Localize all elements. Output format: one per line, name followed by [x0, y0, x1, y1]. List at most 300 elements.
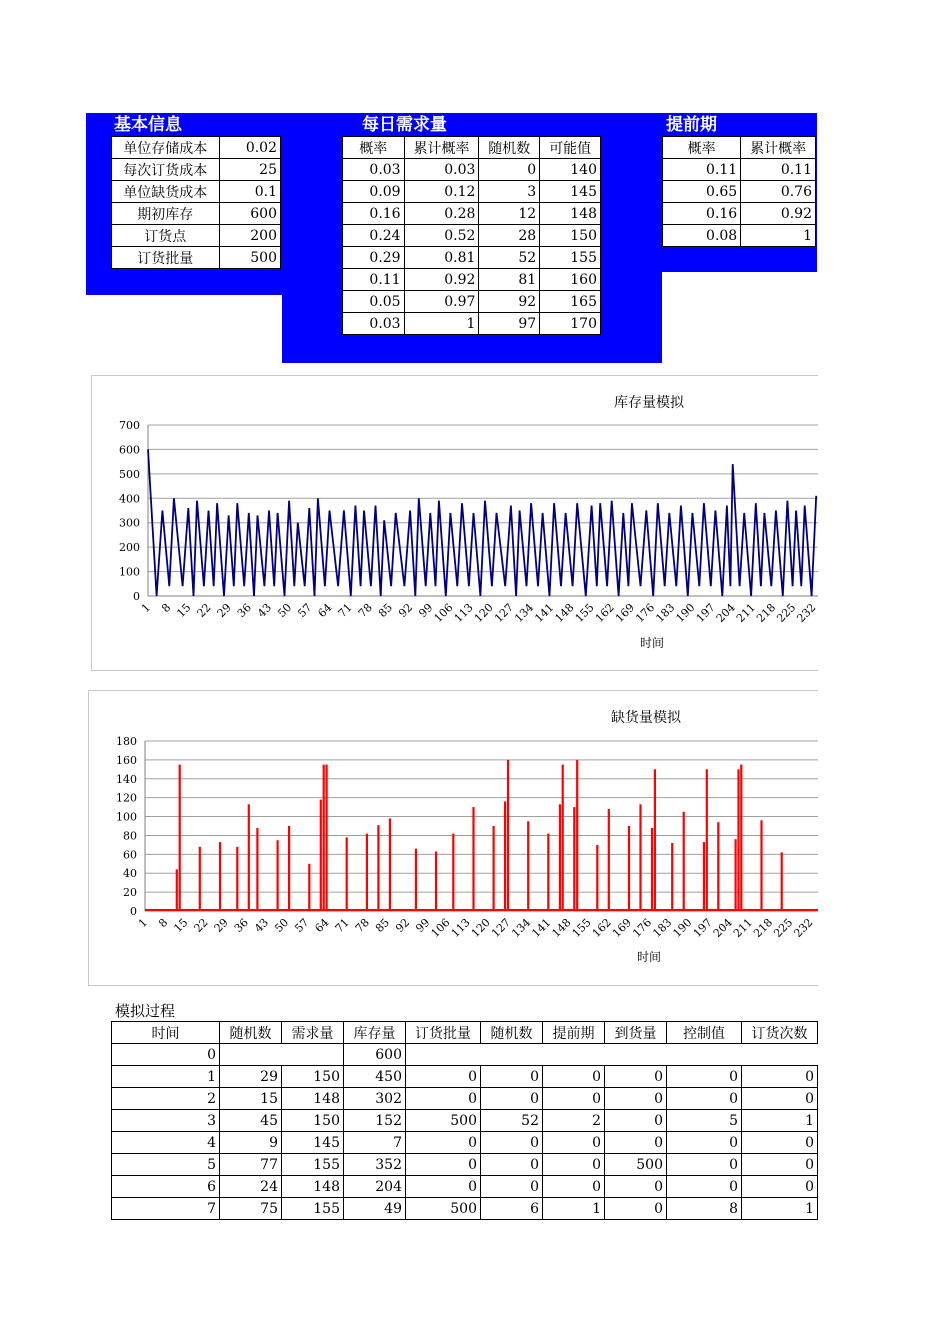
table-cell[interactable]: 77: [220, 1154, 282, 1176]
table-cell[interactable]: 204: [344, 1176, 406, 1198]
y-tick-label: 20: [123, 886, 137, 900]
inventory-chart-title: 库存量模拟: [614, 395, 684, 411]
x-tick-label: 120: [468, 915, 493, 940]
table-row: [343, 181, 601, 203]
x-tick-label: 113: [451, 600, 476, 625]
table-cell[interactable]: 0: [481, 1088, 543, 1110]
table-cell[interactable]: 0.92: [741, 203, 816, 225]
table-cell[interactable]: 0: [742, 1066, 818, 1088]
table-cell[interactable]: 148: [540, 203, 601, 225]
table-cell[interactable]: 45: [220, 1110, 282, 1132]
table-cell[interactable]: 0.92: [404, 269, 479, 291]
x-tick-label: 232: [791, 915, 816, 940]
table-cell[interactable]: 12: [479, 203, 540, 225]
x-tick-label: 197: [693, 600, 718, 625]
y-tick-label: 80: [123, 829, 137, 843]
table-row: [112, 1066, 818, 1088]
x-tick-label: 106: [428, 915, 453, 940]
table-cell[interactable]: 0.16: [343, 203, 405, 225]
x-tick-label: 218: [751, 915, 776, 940]
x-tick-label: 8: [159, 600, 174, 616]
x-tick-label: 43: [252, 915, 272, 936]
table-cell[interactable]: 8: [667, 1198, 742, 1220]
basic-label: 订货点: [112, 225, 220, 247]
column-header: 随机数: [220, 1022, 282, 1044]
y-tick-label: 100: [119, 565, 140, 579]
y-tick-label: 700: [119, 419, 140, 432]
table-row: [112, 181, 281, 203]
shortage-bar: [366, 834, 368, 911]
table-cell[interactable]: 0.81: [404, 247, 479, 269]
shortage-bar: [415, 849, 417, 911]
x-tick-label: 169: [609, 915, 635, 940]
shortage-bar: [199, 847, 201, 911]
table-cell[interactable]: 148: [282, 1176, 344, 1198]
y-tick-label: 400: [119, 492, 140, 506]
x-tick-label: 162: [592, 600, 617, 625]
table-cell[interactable]: 0.52: [404, 225, 479, 247]
column-header: 可能值: [540, 137, 601, 159]
table-cell[interactable]: 0.16: [663, 203, 741, 225]
x-tick-label: 225: [771, 915, 796, 940]
column-header: 订货次数: [742, 1022, 818, 1044]
shortage-bar: [176, 869, 178, 911]
x-tick-label: 99: [416, 600, 436, 621]
table-cell[interactable]: 0: [742, 1154, 818, 1176]
table-cell[interactable]: 0.24: [343, 225, 405, 247]
x-tick-label: 71: [335, 600, 355, 621]
x-tick-label: 57: [292, 915, 312, 936]
table-cell[interactable]: 170: [540, 313, 601, 335]
y-tick-label: 100: [116, 810, 137, 824]
table-cell[interactable]: 0.03: [343, 159, 405, 181]
shortage-bar: [562, 765, 564, 911]
table-cell[interactable]: 15: [220, 1088, 282, 1110]
table-cell[interactable]: 3: [479, 181, 540, 203]
table-cell[interactable]: 75: [220, 1198, 282, 1220]
table-cell[interactable]: 0: [543, 1154, 605, 1176]
table-cell[interactable]: 24: [220, 1176, 282, 1198]
table-row: [663, 203, 816, 225]
basic-value[interactable]: 500: [219, 247, 280, 269]
x-tick-label: 134: [512, 600, 537, 625]
table-cell[interactable]: 148: [282, 1088, 344, 1110]
table-row: [663, 225, 816, 247]
shortage-x-axis-label: 时间: [637, 950, 662, 964]
table-cell[interactable]: 150: [282, 1066, 344, 1088]
x-tick-label: 176: [633, 600, 658, 625]
table-cell[interactable]: 0: [481, 1154, 543, 1176]
x-tick-label: 1: [135, 915, 151, 931]
table-cell[interactable]: 5: [667, 1110, 742, 1132]
shortage-bar: [507, 760, 509, 911]
shortage-bar: [781, 852, 783, 911]
shortage-bar: [256, 828, 258, 911]
basic-info-table: [111, 136, 281, 269]
simulation-table: [111, 1021, 818, 1220]
lead-time-header: 提前期: [666, 115, 717, 135]
y-tick-label: 140: [116, 772, 137, 786]
table-cell[interactable]: 0.65: [663, 181, 741, 203]
basic-value[interactable]: 0.1: [219, 181, 280, 203]
x-tick-label: 29: [214, 600, 234, 621]
table-cell[interactable]: 81: [479, 269, 540, 291]
table-cell[interactable]: 0: [112, 1044, 220, 1066]
x-tick-label: 78: [352, 915, 372, 936]
table-cell[interactable]: 0: [667, 1154, 742, 1176]
table-cell[interactable]: 28: [479, 225, 540, 247]
table-cell[interactable]: 0: [667, 1066, 742, 1088]
table-cell[interactable]: 0.11: [663, 159, 741, 181]
table-cell[interactable]: 0: [543, 1066, 605, 1088]
table-cell[interactable]: 600: [344, 1044, 406, 1066]
x-tick-label: 127: [489, 915, 514, 940]
table-row: [663, 159, 816, 181]
table-cell[interactable]: 7: [344, 1132, 406, 1154]
y-tick-label: 40: [123, 867, 137, 881]
daily-demand-header: 每日需求量: [362, 115, 447, 135]
x-tick-label: 113: [448, 915, 473, 940]
shortage-chart-title: 缺货量模拟: [611, 710, 681, 726]
x-tick-label: 57: [295, 600, 315, 621]
table-header-row: [112, 1022, 818, 1044]
x-tick-label: 141: [529, 915, 554, 940]
table-cell[interactable]: 0.08: [663, 225, 741, 247]
table-cell[interactable]: 0: [406, 1066, 481, 1088]
table-cell[interactable]: 155: [282, 1154, 344, 1176]
table-cell[interactable]: 49: [344, 1198, 406, 1220]
x-tick-label: 204: [710, 915, 735, 940]
shortage-bar: [608, 809, 610, 911]
table-cell[interactable]: 155: [282, 1198, 344, 1220]
table-cell[interactable]: 0: [667, 1132, 742, 1154]
column-header: 订货批量: [406, 1022, 481, 1044]
table-cell[interactable]: 92: [479, 291, 540, 313]
x-tick-label: 162: [589, 915, 614, 940]
x-tick-label: 134: [509, 915, 534, 940]
table-cell[interactable]: 0: [742, 1176, 818, 1198]
x-tick-label: 197: [690, 915, 715, 940]
x-tick-label: 211: [733, 600, 758, 625]
table-cell[interactable]: 0: [605, 1132, 667, 1154]
x-tick-label: 64: [315, 600, 335, 621]
table-row: [343, 203, 601, 225]
x-tick-label: 64: [312, 915, 332, 936]
table-cell[interactable]: 52: [479, 247, 540, 269]
table-row: [112, 159, 281, 181]
table-cell[interactable]: 500: [406, 1198, 481, 1220]
column-header: 到货量: [605, 1022, 667, 1044]
shortage-bar: [389, 818, 391, 911]
shortage-bar: [576, 760, 578, 911]
table-row: [343, 313, 601, 335]
x-tick-label: 141: [532, 600, 557, 625]
table-cell[interactable]: 2: [112, 1088, 220, 1110]
shortage-bar: [236, 847, 238, 911]
x-tick-label: 92: [396, 600, 416, 621]
shortage-chart[interactable]: [88, 690, 818, 986]
column-header: 累计概率: [741, 137, 816, 159]
table-cell[interactable]: 1: [741, 225, 816, 247]
table-cell[interactable]: 0: [481, 1132, 543, 1154]
table-cell[interactable]: 29: [220, 1066, 282, 1088]
shortage-bar: [547, 834, 549, 911]
table-row: [112, 1044, 818, 1066]
table-cell[interactable]: 145: [282, 1132, 344, 1154]
shortage-bar: [639, 804, 641, 911]
x-tick-label: 120: [471, 600, 496, 625]
table-cell[interactable]: 0.11: [741, 159, 816, 181]
inventory-chart-plot: [92, 376, 818, 670]
shortage-bar: [654, 769, 656, 911]
x-tick-label: 155: [569, 915, 594, 940]
table-cell[interactable]: 1: [543, 1198, 605, 1220]
table-row: [112, 247, 281, 269]
table-cell[interactable]: 155: [540, 247, 601, 269]
table-cell[interactable]: 302: [344, 1088, 406, 1110]
table-cell[interactable]: 1: [742, 1110, 818, 1132]
table-row: [343, 159, 601, 181]
table-cell[interactable]: 352: [344, 1154, 406, 1176]
column-header: 随机数: [481, 1022, 543, 1044]
shortage-bar: [717, 822, 719, 911]
table-cell[interactable]: 0: [479, 159, 540, 181]
x-tick-label: 78: [355, 600, 375, 621]
basic-value[interactable]: 600: [219, 203, 280, 225]
table-cell[interactable]: 0: [406, 1154, 481, 1176]
table-cell[interactable]: 145: [540, 181, 601, 203]
table-cell[interactable]: 0: [543, 1176, 605, 1198]
shortage-bar: [760, 820, 762, 911]
basic-label: 期初库存: [112, 203, 220, 225]
shortage-bar: [683, 812, 685, 911]
x-tick-label: 155: [572, 600, 597, 625]
table-cell[interactable]: 0.97: [404, 291, 479, 313]
shortage-bar: [452, 834, 454, 911]
x-tick-label: 225: [774, 600, 799, 625]
x-tick-label: 50: [275, 600, 295, 621]
x-tick-label: 183: [653, 600, 678, 625]
y-tick-label: 180: [116, 735, 137, 748]
x-tick-label: 92: [393, 915, 413, 936]
x-tick-label: 99: [413, 915, 433, 936]
table-row: [112, 1198, 818, 1220]
shortage-bar: [248, 804, 250, 911]
basic-label: 单位缺货成本: [112, 181, 220, 203]
y-tick-label: 60: [123, 848, 137, 862]
table-cell: [220, 1044, 344, 1066]
shortage-bar: [596, 845, 598, 911]
table-header-row: [343, 137, 601, 159]
table-cell[interactable]: 0: [667, 1088, 742, 1110]
shortage-chart-plot: [89, 691, 818, 985]
basic-value[interactable]: 200: [219, 225, 280, 247]
table-cell[interactable]: 9: [220, 1132, 282, 1154]
simulation-title: 模拟过程: [115, 1002, 176, 1020]
x-tick-label: 85: [375, 600, 396, 621]
table-cell[interactable]: 4: [112, 1132, 220, 1154]
table-cell: [406, 1044, 818, 1066]
table-cell[interactable]: 0: [481, 1066, 543, 1088]
table-cell[interactable]: 0: [605, 1066, 667, 1088]
table-cell[interactable]: 500: [605, 1154, 667, 1176]
table-cell[interactable]: 0: [543, 1132, 605, 1154]
table-row: [343, 247, 601, 269]
table-cell[interactable]: 7: [112, 1198, 220, 1220]
x-tick-label: 50: [272, 915, 292, 936]
table-cell[interactable]: 2: [543, 1110, 605, 1132]
y-tick-label: 0: [133, 590, 140, 603]
table-row: [112, 1132, 818, 1154]
x-tick-label: 148: [552, 600, 577, 625]
shortage-bar: [179, 765, 181, 911]
x-tick-label: 204: [713, 600, 738, 625]
shortage-bar: [706, 769, 708, 911]
table-cell[interactable]: 0: [543, 1088, 605, 1110]
column-header: 时间: [112, 1022, 220, 1044]
x-tick-label: 43: [255, 600, 275, 621]
x-tick-label: 176: [630, 915, 655, 940]
table-cell[interactable]: 0: [605, 1176, 667, 1198]
x-tick-label: 127: [492, 600, 517, 625]
table-cell[interactable]: 0: [406, 1088, 481, 1110]
table-header-row: [663, 137, 816, 159]
x-tick-label: 36: [231, 915, 251, 936]
column-header: 概率: [663, 137, 741, 159]
x-tick-label: 218: [754, 600, 779, 625]
y-tick-label: 0: [130, 905, 137, 918]
column-header: 控制值: [667, 1022, 742, 1044]
table-row: [112, 1110, 818, 1132]
table-cell[interactable]: 0.76: [741, 181, 816, 203]
table-row: [112, 1154, 818, 1176]
x-tick-label: 8: [156, 915, 171, 931]
x-tick-label: 169: [612, 600, 638, 625]
column-header: 随机数: [479, 137, 540, 159]
x-tick-label: 29: [211, 915, 231, 936]
basic-value[interactable]: 25: [219, 159, 280, 181]
shortage-bar: [308, 864, 310, 911]
shortage-bar: [326, 765, 328, 911]
shortage-bar: [288, 826, 290, 911]
table-cell[interactable]: 52: [481, 1110, 543, 1132]
column-header: 概率: [343, 137, 405, 159]
table-cell[interactable]: 500: [406, 1110, 481, 1132]
table-cell[interactable]: 0: [667, 1176, 742, 1198]
table-row: [112, 1088, 818, 1110]
table-cell[interactable]: 0.29: [343, 247, 405, 269]
table-cell[interactable]: 0: [406, 1176, 481, 1198]
shortage-bar: [671, 843, 673, 911]
table-cell[interactable]: 0.11: [343, 269, 405, 291]
shortage-bar: [573, 807, 575, 911]
basic-label: 订货批量: [112, 247, 220, 269]
table-row: [343, 291, 601, 313]
shortage-bar: [377, 825, 379, 911]
x-tick-label: 190: [673, 600, 698, 625]
table-cell[interactable]: 150: [282, 1110, 344, 1132]
shortage-bar: [504, 801, 506, 911]
table-cell[interactable]: 0: [605, 1198, 667, 1220]
table-cell[interactable]: 6: [112, 1176, 220, 1198]
shortage-bar: [472, 807, 474, 911]
table-row: [112, 1176, 818, 1198]
table-row: [112, 203, 281, 225]
shortage-bar: [435, 852, 437, 912]
table-row: [112, 137, 281, 159]
shortage-bar: [527, 821, 529, 911]
x-tick-label: 106: [431, 600, 456, 625]
table-row: [343, 225, 601, 247]
y-tick-label: 160: [116, 753, 137, 767]
shortage-bar: [493, 826, 495, 911]
table-cell[interactable]: 1: [112, 1066, 220, 1088]
shortage-bar: [735, 839, 737, 911]
table-cell[interactable]: 150: [540, 225, 601, 247]
shortage-bar: [740, 765, 742, 911]
table-cell[interactable]: 165: [540, 291, 601, 313]
table-cell[interactable]: 0: [742, 1088, 818, 1110]
daily-demand-table: [342, 136, 601, 335]
x-tick-label: 15: [171, 915, 191, 936]
table-cell[interactable]: 1: [742, 1198, 818, 1220]
table-cell[interactable]: 0: [481, 1176, 543, 1198]
table-cell[interactable]: 6: [481, 1198, 543, 1220]
inventory-x-axis-label: 时间: [640, 636, 665, 650]
table-cell[interactable]: 0: [605, 1110, 667, 1132]
y-tick-label: 600: [119, 443, 140, 457]
inventory-chart[interactable]: [91, 375, 818, 671]
column-header: 需求量: [282, 1022, 344, 1044]
y-tick-label: 500: [119, 467, 140, 481]
table-cell[interactable]: 160: [540, 269, 601, 291]
table-cell[interactable]: 0: [605, 1088, 667, 1110]
table-cell[interactable]: 0.09: [343, 181, 405, 203]
table-cell[interactable]: 0: [406, 1132, 481, 1154]
basic-label: 单位存储成本: [112, 137, 220, 159]
table-cell[interactable]: 1: [404, 313, 479, 335]
shortage-bar: [320, 800, 322, 911]
shortage-bar: [628, 826, 630, 911]
basic-info-header: 基本信息: [114, 115, 182, 135]
table-cell[interactable]: 97: [479, 313, 540, 335]
x-tick-label: 22: [194, 600, 214, 621]
table-row: [663, 181, 816, 203]
table-cell[interactable]: 0.12: [404, 181, 479, 203]
table-cell[interactable]: 3: [112, 1110, 220, 1132]
x-tick-label: 183: [650, 915, 675, 940]
table-cell[interactable]: 450: [344, 1066, 406, 1088]
table-cell[interactable]: 0.28: [404, 203, 479, 225]
x-tick-label: 211: [730, 915, 755, 940]
basic-value[interactable]: 0.02: [219, 137, 280, 159]
table-cell[interactable]: 140: [540, 159, 601, 181]
table-cell[interactable]: 152: [344, 1110, 406, 1132]
shortage-bar: [277, 840, 279, 911]
table-cell[interactable]: 0.05: [343, 291, 405, 313]
x-tick-label: 232: [794, 600, 818, 625]
table-cell[interactable]: 5: [112, 1154, 220, 1176]
table-cell[interactable]: 0: [742, 1132, 818, 1154]
basic-label: 每次订货成本: [112, 159, 220, 181]
lead-time-table: [662, 136, 816, 247]
x-tick-label: 15: [174, 600, 194, 621]
y-tick-label: 300: [119, 516, 140, 530]
y-tick-label: 120: [116, 791, 137, 805]
table-cell[interactable]: 0.03: [343, 313, 405, 335]
table-cell[interactable]: 0.03: [404, 159, 479, 181]
shortage-bar: [219, 842, 221, 911]
